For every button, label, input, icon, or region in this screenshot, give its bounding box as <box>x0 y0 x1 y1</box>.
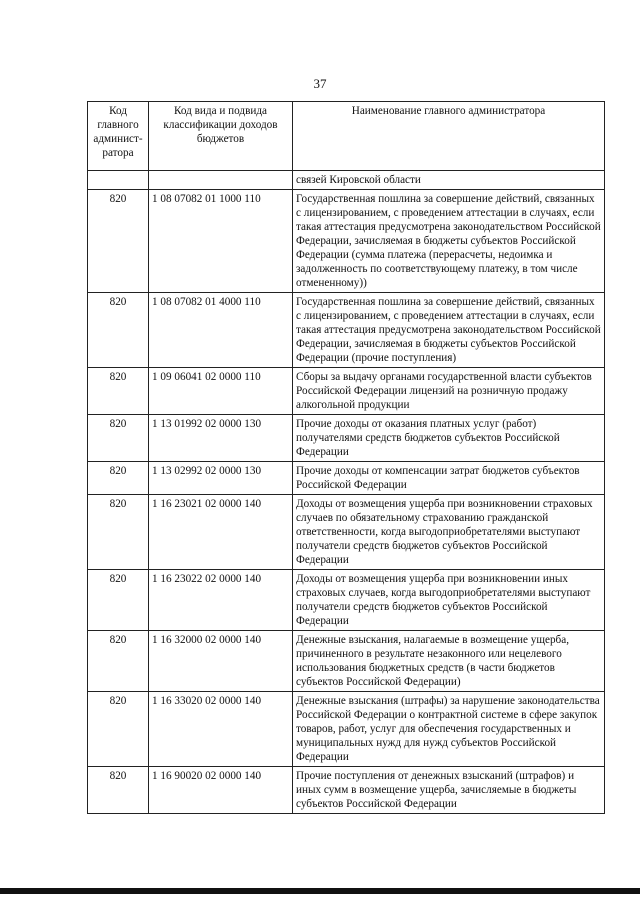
admin-name-cell: Прочие доходы от оказания платных услуг (работ) получателями средств бюджетов субъектов Российской Федерации <box>293 415 605 462</box>
admin-name-cell: Прочие доходы от компенсации затрат бюджетов субъектов Российской Федерации <box>293 462 605 495</box>
admin-code-cell: 820 <box>88 495 149 570</box>
header-revenue-code: Код вида и подвида классификации доходов бюджетов <box>149 102 293 171</box>
admin-code-cell: 820 <box>88 415 149 462</box>
page-number: 37 <box>313 76 327 91</box>
revenue-code-cell: 1 13 01992 02 0000 130 <box>149 415 293 462</box>
table-row <box>88 462 605 495</box>
admin-code-cell: 820 <box>88 631 149 692</box>
table-row <box>88 415 605 462</box>
admin-name-cell: Сборы за выдачу органами государственной власти субъектов Российской Федерации лицензий на розничную продажу алкогольной продукции <box>293 368 605 415</box>
table-row <box>88 570 605 631</box>
admin-name-cell: Государственная пошлина за совершение действий, связанных с лицензированием, с проведением аттестации в случаях, если такая аттестация предусмотрена законодательством Российской Федерации, зачисляемая в бюджеты субъектов Российской Федерации (прочие поступления) <box>293 293 605 368</box>
admin-code-cell: 820 <box>88 692 149 767</box>
revenue-table <box>87 101 605 814</box>
admin-code-cell: 820 <box>88 368 149 415</box>
admin-name-cell: Прочие поступления от денежных взысканий (штрафов) и иных сумм в возмещение ущерба, зачисляемые в бюджеты субъектов Российской Федерации <box>293 767 605 814</box>
revenue-code-cell: 1 13 02992 02 0000 130 <box>149 462 293 495</box>
admin-code-cell: 820 <box>88 570 149 631</box>
header-admin-code: Код главного админист-ратора <box>88 102 149 171</box>
table-row <box>88 631 605 692</box>
section-row <box>88 171 605 190</box>
section-title: связей Кировской области <box>293 171 605 190</box>
revenue-code-cell: 1 16 32000 02 0000 140 <box>149 631 293 692</box>
table-row <box>88 767 605 814</box>
revenue-code-cell: 1 09 06041 02 0000 110 <box>149 368 293 415</box>
admin-name-cell: Денежные взыскания, налагаемые в возмещение ущерба, причиненного в результате незаконного или нецелевого использования бюджетных средств (в части бюджетов субъектов Российской Федерации) <box>293 631 605 692</box>
admin-name-cell: Государственная пошлина за совершение действий, связанных с лицензированием, с проведением аттестации в случаях, если такая аттестация предусмотрена законодательством Российской Федерации, зачисляемая в бюджеты субъектов Российской Федерации (сумма платежа (перерасчеты, недоимка и задолженность по соответствующему платежу, в том числе отмененному)) <box>293 190 605 293</box>
admin-code-cell: 820 <box>88 293 149 368</box>
section-empty-cell <box>88 171 149 190</box>
revenue-code-cell: 1 08 07082 01 4000 110 <box>149 293 293 368</box>
table-row <box>88 692 605 767</box>
admin-code-cell: 820 <box>88 462 149 495</box>
table-header-row <box>88 102 605 171</box>
table-row <box>88 368 605 415</box>
section-empty-cell <box>149 171 293 190</box>
revenue-code-cell: 1 16 90020 02 0000 140 <box>149 767 293 814</box>
admin-code-cell: 820 <box>88 767 149 814</box>
table-row <box>88 293 605 368</box>
revenue-code-cell: 1 16 23021 02 0000 140 <box>149 495 293 570</box>
bottom-scan-bar <box>0 888 640 894</box>
admin-code-cell: 820 <box>88 190 149 293</box>
admin-name-cell: Доходы от возмещения ущерба при возникновении страховых случаев по обязательному страхованию гражданской ответственности, когда выгодоприобретателями выступают получатели средств бюджетов субъектов Российской Федерации <box>293 495 605 570</box>
admin-name-cell: Доходы от возмещения ущерба при возникновении иных страховых случаев, когда выгодоприобретателями выступают получатели средств бюджетов субъектов Российской Федерации <box>293 570 605 631</box>
revenue-code-cell: 1 08 07082 01 1000 110 <box>149 190 293 293</box>
header-admin-name: Наименование главного администратора <box>293 102 605 171</box>
revenue-code-cell: 1 16 33020 02 0000 140 <box>149 692 293 767</box>
revenue-code-cell: 1 16 23022 02 0000 140 <box>149 570 293 631</box>
table-row <box>88 495 605 570</box>
admin-name-cell: Денежные взыскания (штрафы) за нарушение законодательства Российской Федерации о контрактной системе в сфере закупок товаров, работ, услуг для обеспечения государственных и муниципальных нужд для нужд субъектов Российской Федерации <box>293 692 605 767</box>
table-row <box>88 190 605 293</box>
